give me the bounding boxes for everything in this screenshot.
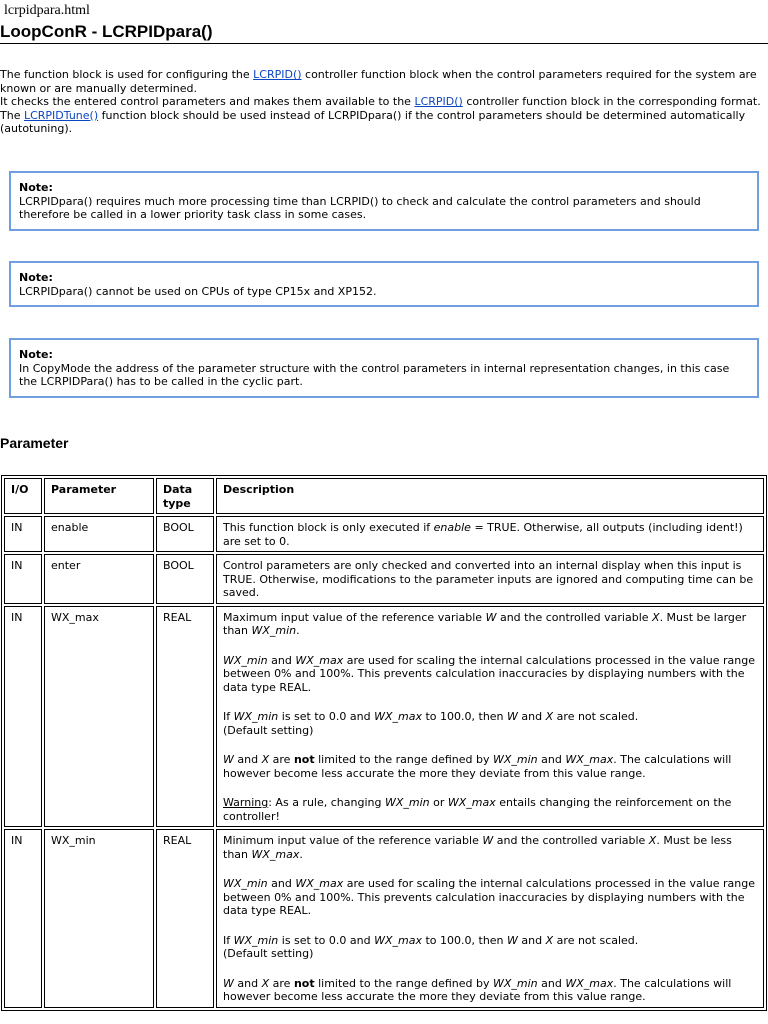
lcrpid-link[interactable]: LCRPID() (253, 68, 302, 81)
cell-data-type: REAL (156, 606, 214, 828)
table-header-row (4, 478, 764, 514)
desc-paragraph: WX_min and WX_max are used for scaling the internal calculations processed in the value range between 0% and 100%. This prevents calculation inaccuracies by displaying numbers with the data type REAL. (223, 877, 756, 917)
cell-io: IN (4, 606, 42, 828)
desc-paragraph: Minimum input value of the reference variable W and the controlled variable X. Must be less than WX_max. (223, 834, 732, 861)
cell-data-type: BOOL (156, 516, 214, 552)
desc-paragraph: WX_min and WX_max are used for scaling the internal calculations processed in the value range between 0% and 100%. This prevents calculation inaccuracies by displaying numbers with the data type REAL. (223, 653, 756, 694)
intro-paragraph-3 (0, 109, 766, 136)
intro-paragraph-1 (0, 68, 766, 95)
intro-text-segment: controller function block in the corresponding format. (462, 95, 761, 108)
desc-paragraph: Warning: As a rule, changing WX_min or WX_max entails changing the reinforcement on the controller! (223, 796, 732, 823)
note-label: Note: (19, 271, 53, 284)
header-data-type: Data type (156, 478, 214, 514)
cell-data-type: REAL (156, 829, 214, 1008)
parameter-heading: Parameter (0, 435, 69, 451)
cell-description (216, 516, 764, 552)
desc-text: Control parameters are only checked and converted into an internal display when this input is TRUE. Otherwise, modifications to the parameter inputs are ignored and computing time can be saved. (223, 559, 754, 599)
file-name: lcrpidpara.html (4, 3, 90, 18)
intro-text (0, 68, 766, 136)
table-row-enter (4, 554, 764, 604)
note-label: Note: (19, 348, 53, 361)
lcrpid-link-2[interactable]: LCRPID() (414, 95, 463, 108)
page-title: LoopConR - LCRPIDpara() (0, 22, 768, 44)
desc-paragraph: If WX_min is set to 0.0 and WX_max to 100.0, then W and X are not scaled. (Default setting) (223, 933, 639, 960)
table-row-wx-min (4, 829, 764, 1008)
cell-io: IN (4, 516, 42, 552)
cell-io: IN (4, 829, 42, 1008)
intro-text-segment: The (0, 108, 24, 122)
note-box-cpu-types (9, 261, 759, 307)
intro-text-segment: The function block is used for configuring the (0, 68, 254, 81)
desc-var: enable (433, 521, 471, 534)
note-box-copymode (9, 338, 759, 398)
header-description: Description (216, 478, 764, 514)
note-text: In CopyMode the address of the parameter structure with the control parameters in internal representation changes, in this case the LCRPIDPara() has to be called in the cyclic part. (19, 361, 730, 388)
intro-text-segment: controller function block when the control parameters required for the system are known or are manually determined. (0, 68, 757, 95)
cell-io: IN (4, 554, 42, 604)
cell-description (216, 606, 764, 828)
header-io: I/O (4, 478, 42, 514)
cell-parameter: enter (44, 554, 154, 604)
desc-paragraph: If WX_min is set to 0.0 and WX_max to 100.0, then W and X are not scaled. (Default setting) (223, 710, 639, 737)
cell-parameter: WX_max (44, 606, 154, 828)
desc-paragraph: Maximum input value of the reference variable W and the controlled variable X. Must be larger than WX_min. (223, 610, 747, 637)
desc-paragraph: W and X are not limited to the range defined by WX_min and WX_max. The calculations will however become less accurate the more they deviate from this value range. (223, 976, 732, 1003)
desc-text: This function block is only executed if (223, 521, 434, 534)
cell-parameter: WX_min (44, 829, 154, 1008)
desc-text: = TRUE. Otherwise, all outputs (including ident!) are set to 0. (223, 521, 743, 548)
table-row-wx-max (4, 606, 764, 828)
intro-text-segment: It checks the entered control parameters and makes them available to the (0, 95, 415, 108)
cell-data-type: BOOL (156, 554, 214, 604)
note-text: LCRPIDpara() requires much more processing time than LCRPID() to check and calculate the control parameters and should therefore be called in a lower priority task class in some cases. (19, 194, 701, 221)
header-parameter: Parameter (44, 478, 154, 514)
intro-paragraph-2 (0, 95, 766, 109)
note-label: Note: (19, 181, 53, 194)
table-row-enable (4, 516, 764, 552)
intro-text-segment: function block should be used instead of LCRPIDpara() if the control parameters should be determined automatically (autotuning). (0, 108, 746, 135)
cell-description (216, 554, 764, 604)
cell-parameter: enable (44, 516, 154, 552)
lcrpidtune-link[interactable]: LCRPIDTune() (23, 108, 99, 122)
note-text: LCRPIDpara() cannot be used on CPUs of type CP15x and XP152. (19, 284, 377, 298)
desc-paragraph: W and X are not limited to the range defined by WX_min and WX_max. The calculations will however become less accurate the more they deviate from this value range. (223, 753, 732, 780)
parameter-table (1, 475, 767, 1011)
cell-description (216, 829, 764, 1008)
note-box-processing-time (9, 171, 759, 231)
